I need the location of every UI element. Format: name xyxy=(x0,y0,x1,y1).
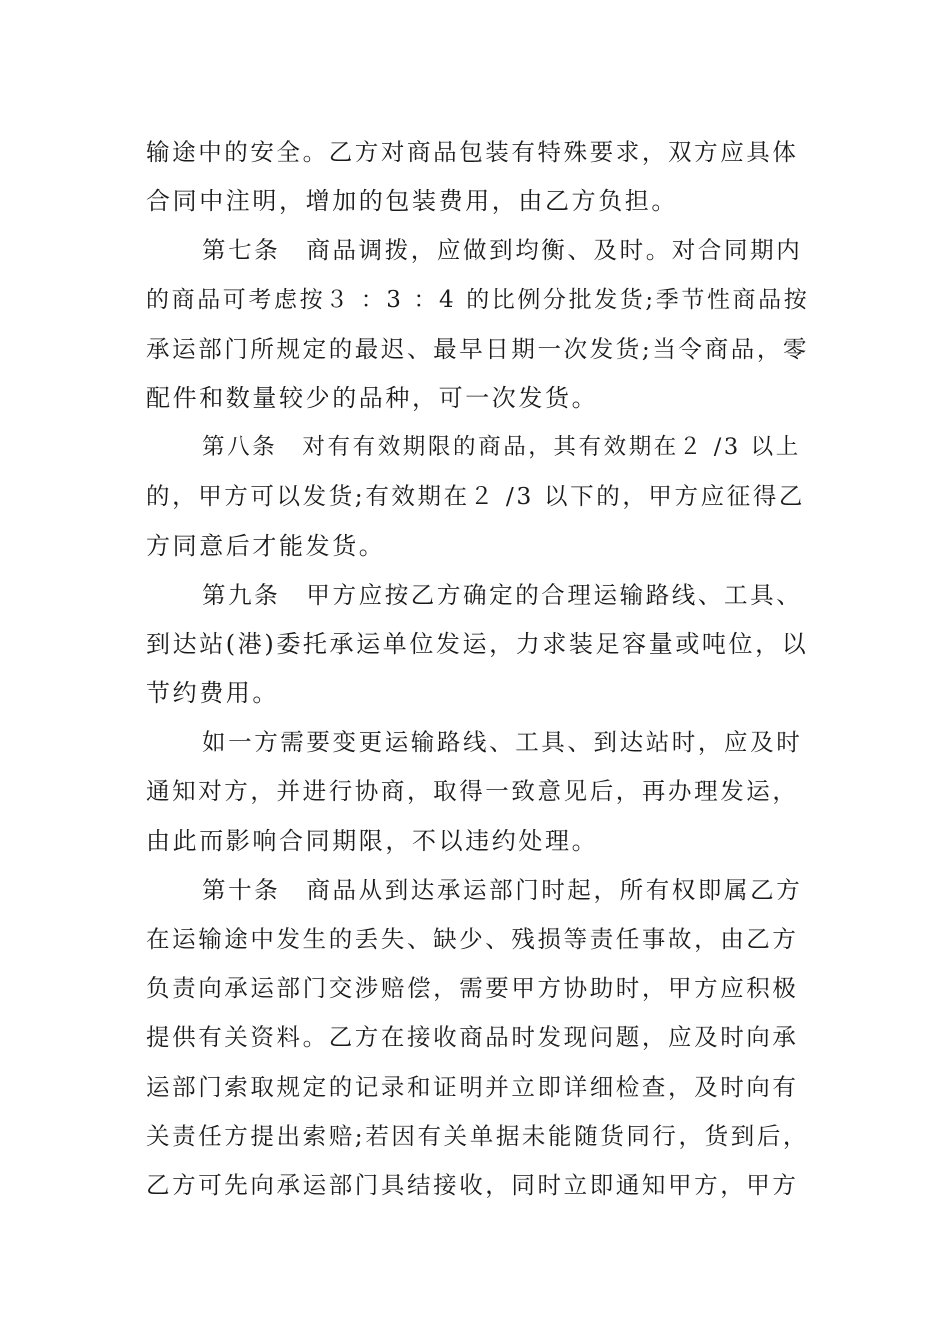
text-line: 负责向承运部门交涉赔偿，需要甲方协助时，甲方应积极 xyxy=(146,974,799,1003)
article-10-start: 第十条 商品从到达承运部门时起，所有权即属乙方 xyxy=(202,875,803,904)
text-line: 节约费用。 xyxy=(146,679,279,708)
text-line: 运部门索取规定的记录和证明并立即详细检查，及时向有 xyxy=(146,1072,799,1101)
text-line: 的，甲方可以发货;有效期在２ /3 以下的，甲方应征得乙 xyxy=(146,482,806,511)
article-7-start: 第七条 商品调拨，应做到均衡、及时。对合同期内 xyxy=(202,236,803,265)
text-line: 乙方可先向承运部门具结接收，同时立即通知甲方，甲方 xyxy=(146,1170,799,1199)
text-line: 通知对方，并进行协商，取得一致意见后，再办理发运， xyxy=(146,777,799,806)
article-8-start: 第八条 对有有效期限的商品，其有效期在２ /3 以上 xyxy=(202,434,801,461)
text-line: 到达站(港)委托承运单位发运，力求装足容量或吨位，以 xyxy=(146,629,809,658)
article-9-start: 第九条 甲方应按乙方确定的合理运输路线、工具、 xyxy=(202,580,803,609)
text-line: 在运输途中发生的丢失、缺少、残损等责任事故，由乙方 xyxy=(146,925,799,953)
document-body xyxy=(146,128,810,1210)
paragraph-start: 如一方需要变更运输路线、工具、到达站时，应及时 xyxy=(202,728,803,757)
text-line: 提供有关资料。乙方在接收商品时发现问题，应及时向承 xyxy=(146,1023,799,1052)
text-line: 由此而影响合同期限，不以违约处理。 xyxy=(146,826,599,855)
text-line: 承运部门所规定的最迟、最早日期一次发货;当令商品，零 xyxy=(146,334,810,363)
text-line: 方同意后才能发货。 xyxy=(146,531,386,560)
text-line: 关责任方提出索赔;若因有关单据未能随货同行，货到后， xyxy=(146,1121,810,1150)
text-line: 的商品可考虑按３ ：3 ：4 的比例分批发货;季节性商品按 xyxy=(146,286,810,313)
text-line: 合同中注明，增加的包装费用，由乙方负担。 xyxy=(146,187,678,216)
text-line: 配件和数量较少的品种，可一次发货。 xyxy=(146,383,599,412)
text-line: 输途中的安全。乙方对商品包装有特殊要求，双方应具体 xyxy=(146,138,799,166)
